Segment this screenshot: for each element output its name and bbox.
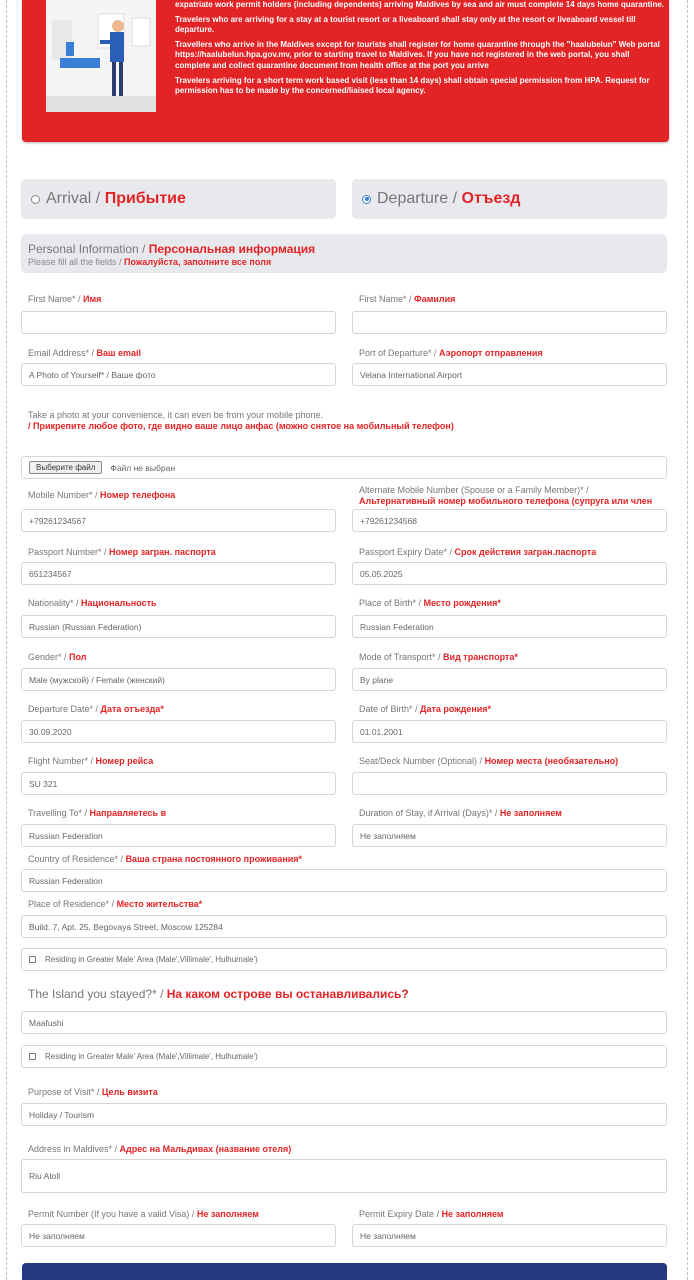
birth-date-input[interactable]: 01.01.2001 xyxy=(352,720,667,743)
greater-male-checkbox[interactable] xyxy=(29,956,36,963)
arrival-radio[interactable] xyxy=(31,195,40,204)
purpose-label: Purpose of Visit* / Цель визита xyxy=(28,1087,158,1097)
email-label: Email Address* / Ваш email xyxy=(28,348,142,358)
tab-departure-label: Departure / xyxy=(377,190,458,207)
transport-label: Mode of Transport* / Вид транспорта* xyxy=(359,652,518,662)
section-title-ru: Персональная информация xyxy=(148,242,316,256)
notice-banner xyxy=(22,0,669,142)
submit-button[interactable] xyxy=(22,1263,667,1280)
travelling-to-label: Travelling To* / Направляетесь в xyxy=(28,808,167,818)
photo-note-en: Take a photo at your convenience, it can even be from your mobile phone. xyxy=(28,410,324,420)
departure-radio[interactable] xyxy=(362,195,371,204)
residence-country-select[interactable]: Russian Federation xyxy=(21,869,667,892)
greater-male-checkbox-row[interactable] xyxy=(21,948,667,971)
nationality-select[interactable]: Russian (Russian Federation) xyxy=(21,615,336,638)
residence-place-input[interactable]: Build. 7, Apt. 25, Begovaya Street, Moscow 125284 xyxy=(21,915,667,938)
port-label: Port of Departure* / Аэропорт отправления xyxy=(359,348,543,358)
direction-tabs xyxy=(21,179,667,219)
gender-label: Gender* / Пол xyxy=(28,652,87,662)
banner-text xyxy=(175,0,665,101)
greater-male-checkbox-2[interactable] xyxy=(29,1053,36,1060)
passport-expiry-label: Passport Expiry Date* / Срок действия загран.паспорта xyxy=(359,547,597,557)
last-name-label: First Name* / Фамилия xyxy=(359,294,456,304)
seat-label: Seat/Deck Number (Optional) / Номер места (необязательно) xyxy=(359,756,619,766)
residence-country-label: Country of Residence* / Ваша страна постоянного проживания* xyxy=(28,854,303,864)
photo-note xyxy=(28,410,454,432)
transport-select[interactable]: By plane xyxy=(352,668,667,691)
banner-paragraph: Travelers arriving for a short term work based visit (less than 14 days) shall obtain special permission from HPA. Request for permission has to be made by the concerned/liaised local agency. xyxy=(175,75,650,96)
nationality-label: Nationality* / Национальность xyxy=(28,598,157,608)
address-label: Address in Maldives* / Адрес на Мальдивах (название отеля) xyxy=(28,1144,292,1154)
tab-departure[interactable] xyxy=(352,179,667,219)
banner-paragraph: expatriate work permit holders (including dependents) arriving Maldives by sea and air must complete 14 days home quarantine. xyxy=(175,0,665,9)
photo-file-input[interactable] xyxy=(21,456,667,479)
permit-expiry-label: Permit Expiry Date / Не заполняем xyxy=(359,1209,504,1219)
alt-mobile-input[interactable]: +79261234568 xyxy=(352,509,667,532)
photo-note-ru: / Прикрепите любое фото, где видно ваше лицо анфас (можно снятое на мобильный телефон) xyxy=(28,421,454,431)
port-select[interactable]: Velana International Airport xyxy=(352,363,667,386)
departure-date-label: Departure Date* / Дата отъезда* xyxy=(28,704,164,714)
address-textarea[interactable]: Riu Atoll xyxy=(21,1159,667,1193)
permit-input[interactable]: Не заполняем xyxy=(21,1224,336,1247)
tab-arrival[interactable] xyxy=(21,179,336,219)
section-subtitle: Please fill all the fields / xyxy=(28,257,125,267)
first-name-input[interactable] xyxy=(21,311,336,334)
greater-male-checkbox-row-2[interactable] xyxy=(21,1045,667,1068)
passport-label: Passport Number* / Номер загран. паспорта xyxy=(28,547,216,557)
tab-arrival-label: Arrival / xyxy=(46,190,101,207)
section-title: Personal Information / xyxy=(28,242,149,256)
choose-file-button[interactable]: Выберите файл xyxy=(29,461,102,474)
personal-info-header xyxy=(21,234,667,273)
greater-male-label: Residing in Greater Male' Area (Male',Villimale', Hulhumale') xyxy=(45,955,258,964)
passport-expiry-input[interactable]: 05.05.2025 xyxy=(352,562,667,585)
mobile-label: Mobile Number* / Номер телефона xyxy=(28,490,176,500)
permit-label: Permit Number (If you have a valid Visa) / Не заполняем xyxy=(28,1209,259,1219)
departure-date-input[interactable]: 30.09.2020 xyxy=(21,720,336,743)
flight-label: Flight Number* / Номер рейса xyxy=(28,756,154,766)
flight-input[interactable]: SU 321 xyxy=(21,772,336,795)
greater-male-label-2: Residing in Greater Male' Area (Male',Villimale', Hulhumale') xyxy=(45,1052,258,1061)
tab-departure-label-ru: Отъезд xyxy=(461,190,521,207)
banner-paragraph: Travelers who are arriving for a stay at a tourist resort or a liveaboard shall stay only at the resort or liveaboard vessel till departure. xyxy=(175,14,636,35)
first-name-label: First Name* / Имя xyxy=(28,294,102,304)
travelling-to-select[interactable]: Russian Federation xyxy=(21,824,336,847)
section-subtitle-ru: Пожалуйста, заполните все поля xyxy=(124,257,272,267)
passport-input[interactable]: 651234567 xyxy=(21,562,336,585)
seat-input[interactable] xyxy=(352,772,667,795)
mobile-input[interactable]: +79261234567 xyxy=(21,509,336,532)
birth-date-label: Date of Birth* / Дата рождения* xyxy=(359,704,492,714)
alt-mobile-label: Alternate Mobile Number (Spouse or a Family Member)* / Альтернативный номер мобильного телефона (супруга или член xyxy=(359,485,653,506)
purpose-select[interactable]: Holiday / Tourism xyxy=(21,1103,667,1126)
last-name-input[interactable] xyxy=(352,311,667,334)
gender-select[interactable]: Male (мужской) / Female (женский) xyxy=(21,668,336,691)
birth-place-label: Place of Birth* / Место рождения* xyxy=(359,598,501,608)
file-status: Файл не выбран xyxy=(110,462,176,473)
permit-expiry-input[interactable]: Не заполняем xyxy=(352,1224,667,1247)
island-input[interactable]: Maafushi xyxy=(21,1011,667,1034)
banner-paragraph: Travellers who arrive in the Maldives except for tourists shall register for home quarantine through the "haalubelun" Web portal https://haalubelun.hpa.gov.mv, prior to starting travel to Maldives. If you have not registered in the web portal, you shall complete and collect quarantine document from health office at the port you arrive xyxy=(175,39,660,70)
email-input[interactable]: A Photo of Yourself* / Ваше фото xyxy=(21,363,336,386)
handwashing-illustration-icon xyxy=(46,0,156,112)
duration-input[interactable]: Не заполняем xyxy=(352,824,667,847)
birth-place-select[interactable]: Russian Federation xyxy=(352,615,667,638)
island-label: The Island you stayed?* / На каком острове вы останавливались? xyxy=(28,987,409,1001)
duration-label: Duration of Stay, if Arrival (Days)* / Не заполняем xyxy=(359,808,562,818)
tab-arrival-label-ru: Прибытие xyxy=(104,190,186,207)
residence-place-label: Place of Residence* / Место жительства* xyxy=(28,899,203,909)
